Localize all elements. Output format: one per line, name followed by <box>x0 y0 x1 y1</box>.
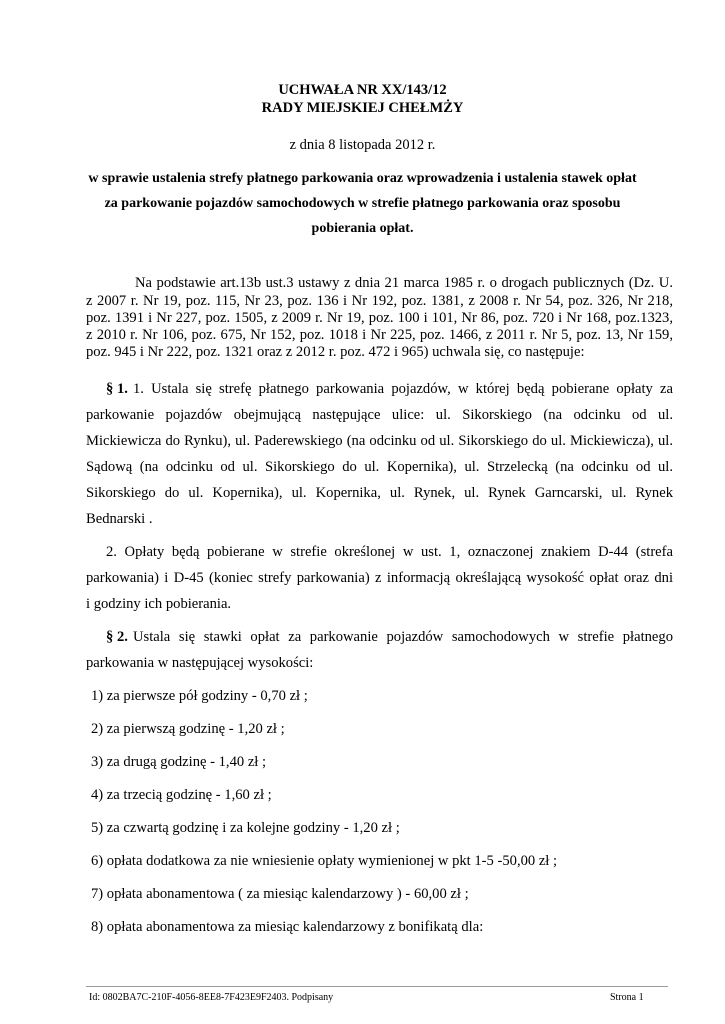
rate-item-7: 7) opłata abonamentowa ( za miesiąc kalendarzowy ) - 60,00 zł ; <box>91 886 469 902</box>
section-1-line-5: Sikorskiego do ul. Kopernika), ul. Kopernika, ul. Rynek, ul. Rynek Garncarski, ul. Rynek <box>86 485 673 501</box>
section-2-intro-line-1: Ustala się stawki opłat za parkowanie pojazdów samochodowych w strefie płatnego <box>133 629 673 645</box>
council-name: RADY MIEJSKIEJ CHEŁMŻY <box>261 100 464 116</box>
section-2-intro-line-2: parkowania w następującej wysokości: <box>86 655 314 671</box>
preamble-line-2: z 2007 r. Nr 19, poz. 115, Nr 23, poz. 136 i Nr 192, poz. 1381, z 2008 r. Nr 54, poz. 326, Nr 218, <box>86 293 673 309</box>
section-1-para-2-line-1: 2. Opłaty będą pobierane w strefie określonej w ust. 1, oznaczonej znakiem D-44 (strefa <box>106 544 673 560</box>
subject-line-3: pobierania opłat. <box>311 221 414 236</box>
resolution-date: z dnia 8 listopada 2012 r. <box>289 137 436 153</box>
rate-item-1: 1) za pierwsze pół godziny - 0,70 zł ; <box>91 688 308 704</box>
rate-item-2: 2) za pierwszą godzinę - 1,20 zł ; <box>91 721 285 737</box>
footer-page-number: Strona 1 <box>610 992 644 1003</box>
rate-item-3: 3) za drugą godzinę - 1,40 zł ; <box>91 754 267 770</box>
footer-divider <box>86 986 668 987</box>
preamble-line-1: Na podstawie art.13b ust.3 ustawy z dnia 21 marca 1985 r. o drogach publicznych (Dz. U. <box>135 275 673 291</box>
rate-item-8: 8) opłata abonamentowa za miesiąc kalendarzowy z bonifikatą dla: <box>91 919 484 935</box>
section-1-line-4: Sądową (na odcinku od ul. Sikorskiego do ul. Kopernika), ul. Strzelecką (na odcinku od ul. <box>86 459 673 475</box>
preamble-line-3: poz. 1391 i Nr 227, poz. 1505, z 2009 r. Nr 19, poz. 100 i 101, Nr 86, poz. 720 i Nr 168, poz.1323, <box>86 310 673 326</box>
preamble-line-4: z 2010 r. Nr 106, poz. 675, Nr 152, poz. 1018 i Nr 225, poz. 1466, z 2011 r. Nr 5, poz. 13, Nr 159, <box>86 327 673 343</box>
resolution-number: UCHWAŁA NR XX/143/12 <box>278 82 447 98</box>
rate-item-4: 4) za trzecią godzinę - 1,60 zł ; <box>91 787 272 803</box>
section-1-line-6: Bednarski . <box>86 511 153 527</box>
section-1-para-2-line-2: parkowania) i D-45 (koniec strefy parkowania) z informacją określającą wysokość opłat oraz dni <box>86 570 673 586</box>
section-1-marker: § 1. <box>106 381 128 397</box>
subject-line-1: w sprawie ustalenia strefy płatnego parkowania oraz wprowadzenia i ustalenia stawek opłat <box>88 171 637 186</box>
footer-document-id: Id: 0802BA7C-210F-4056-8EE8-7F423E9F2403. Podpisany <box>89 992 334 1003</box>
rate-item-5: 5) za czwartą godzinę i za kolejne godziny - 1,20 zł ; <box>91 820 400 836</box>
section-1-line-3: Mickiewicza do Rynku), ul. Paderewskiego (na odcinku od ul. Sikorskiego do ul. Mickiewicza), ul. <box>86 433 673 449</box>
section-1-line-2: parkowanie pojazdów obejmującą następujące ulice: ul. Sikorskiego (na odcinku od ul. <box>86 407 673 423</box>
preamble-line-5: poz. 945 i Nr 222, poz. 1321 oraz z 2012 r. poz. 472 i 965) uchwala się, co następuje: <box>86 344 585 360</box>
section-1-line-1: 1. Ustala się strefę płatnego parkowania pojazdów, w której będą pobierane opłaty za <box>133 381 673 397</box>
section-1-para-2-line-3: i godziny ich pobierania. <box>86 596 232 612</box>
section-2-marker: § 2. <box>106 629 128 645</box>
rate-item-6: 6) opłata dodatkowa za nie wniesienie opłaty wymienionej w pkt 1-5 -50,00 zł ; <box>91 853 558 869</box>
subject-line-2: za parkowanie pojazdów samochodowych w strefie płatnego parkowania oraz sposobu <box>104 196 621 211</box>
